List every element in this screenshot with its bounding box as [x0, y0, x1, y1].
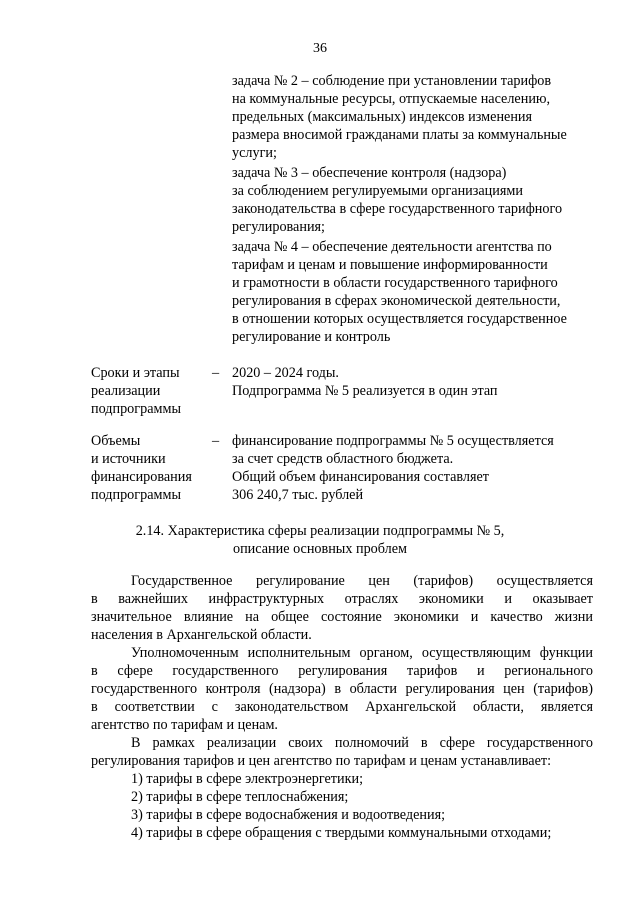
paragraph-line: значительное влияние на общее состояние экономики и качество жизни: [91, 609, 593, 625]
terms-value: Подпрограмма № 5 реализуется в один этап: [232, 383, 498, 399]
task-line: на коммунальные ресурсы, отпускаемые населению,: [232, 91, 551, 107]
terms-label: реализации: [91, 383, 161, 399]
terms-dash: –: [212, 365, 220, 381]
funding-value: 306 240,7 тыс. рублей: [232, 487, 364, 503]
task-line: тарифам и ценам и повышение информированности: [232, 257, 548, 273]
funding-value: Общий объем финансирования составляет: [232, 469, 489, 485]
task-line: услуги;: [232, 145, 277, 161]
task-line: размера вносимой гражданами платы за коммунальные: [232, 127, 567, 143]
terms-value: 2020 – 2024 годы.: [232, 365, 339, 381]
task-line: регулирования;: [232, 219, 326, 235]
paragraph-line: в соответствии с законодательством Архангельской области, является: [91, 699, 593, 715]
task-line: в отношении которых осуществляется государственное: [232, 311, 567, 327]
task-line: предельных (максимальных) индексов изменения: [232, 109, 533, 125]
task-line: регулирование и контроль: [232, 329, 391, 345]
funding-dash: –: [212, 433, 220, 449]
paragraph-line: регулирования тарифов и цен агентство по тарифам и ценам устанавливает:: [91, 753, 552, 769]
paragraph-line: в важнейших инфраструктурных отраслях экономики и оказывает: [91, 591, 593, 607]
task-line: регулирования в сферах экономической деятельности,: [232, 293, 561, 309]
task-line: задача № 3 – обеспечение контроля (надзора): [232, 165, 507, 181]
section-heading-line: описание основных проблем: [233, 541, 407, 557]
funding-label: и источники: [91, 451, 166, 467]
task-line: задача № 2 – соблюдение при установлении тарифов: [232, 73, 552, 89]
paragraph-line: Государственное регулирование цен (тарифов) осуществляется: [131, 573, 593, 589]
funding-label: финансирования: [91, 469, 192, 485]
task-line: за соблюдением регулируемыми организациями: [232, 183, 523, 199]
list-item: 2) тарифы в сфере теплоснабжения;: [131, 789, 349, 805]
funding-value: за счет средств областного бюджета.: [232, 451, 454, 467]
paragraph-line: В рамках реализации своих полномочий в сфере государственного: [131, 735, 593, 751]
list-item: 1) тарифы в сфере электроэнергетики;: [131, 771, 364, 787]
funding-value: финансирование подпрограммы № 5 осуществляется: [232, 433, 554, 449]
section-heading-line: 2.14. Характеристика сферы реализации подпрограммы № 5,: [135, 523, 505, 539]
list-item: 3) тарифы в сфере водоснабжения и водоотведения;: [131, 807, 446, 823]
paragraph-line: Уполномоченным исполнительным органом, осуществляющим функции: [131, 645, 593, 661]
terms-label: подпрограммы: [91, 401, 181, 417]
task-line: задача № 4 – обеспечение деятельности агентства по: [232, 239, 552, 255]
list-item: 4) тарифы в сфере обращения с твердыми коммунальными отходами;: [131, 825, 552, 841]
page-number: 36: [313, 41, 327, 56]
paragraph-line: агентство по тарифам и ценам.: [91, 717, 278, 733]
task-line: законодательства в сфере государственного тарифного: [232, 201, 563, 217]
funding-label: подпрограммы: [91, 487, 181, 503]
terms-label: Сроки и этапы: [91, 365, 180, 381]
paragraph-line: государственного контроля (надзора) в области регулирования цен (тарифов): [91, 681, 593, 697]
paragraph-line: в сфере государственного регулирования тарифов и регионального: [91, 663, 593, 679]
paragraph-line: населения в Архангельской области.: [91, 627, 312, 643]
task-line: и грамотности в области государственного тарифного: [232, 275, 558, 291]
funding-label: Объемы: [91, 433, 141, 449]
